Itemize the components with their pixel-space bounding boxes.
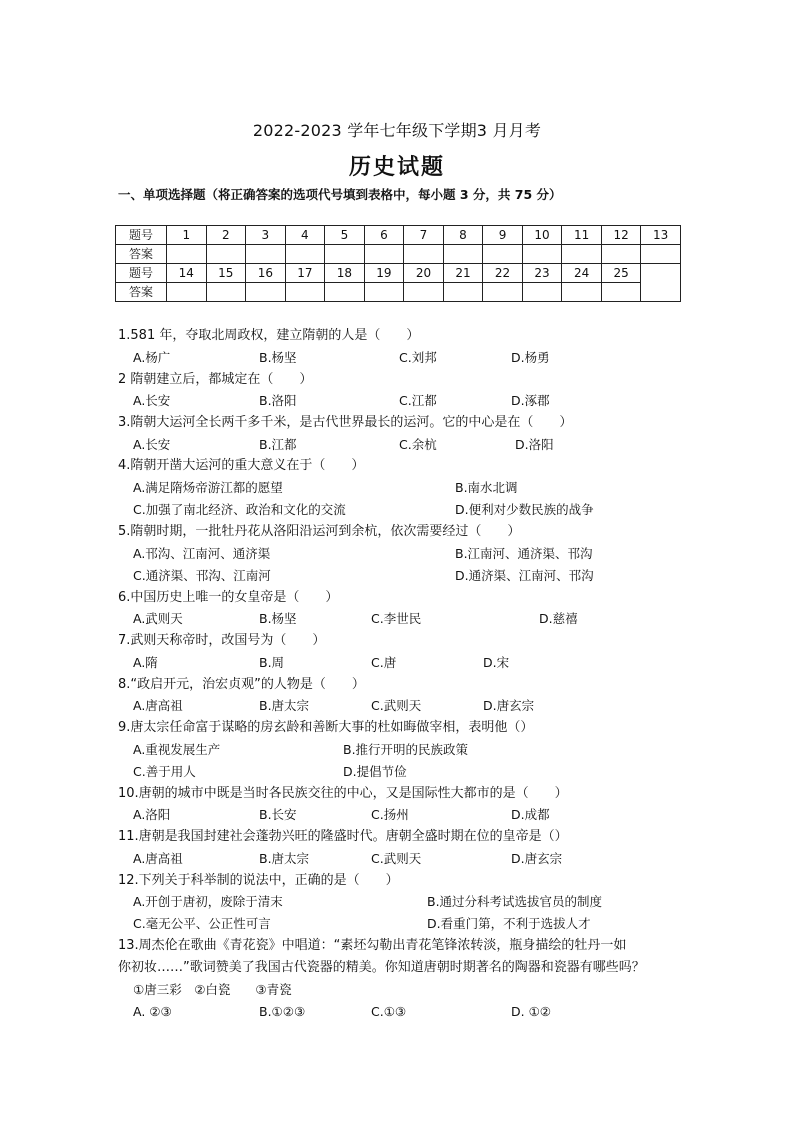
answer-cell[interactable] (285, 283, 325, 302)
question-2-option-b: B.洛阳 (259, 393, 297, 408)
question-12-option-b: B.通过分科考试选拔官员的制度 (427, 894, 603, 909)
answer-cell[interactable] (483, 283, 523, 302)
question-1-option-a: A.杨广 (133, 350, 171, 365)
table-row-answers-2 (116, 283, 681, 302)
question-11-option-d: D.唐玄宗 (511, 851, 563, 866)
question-3-option-d: D.洛阳 (515, 437, 554, 452)
exam-title: 历史试题 (348, 155, 445, 180)
question-9-option-a: A.重视发展生产 (133, 742, 221, 757)
question-10-option-a: A.洛阳 (133, 807, 171, 822)
number-cell: 23 (522, 264, 562, 283)
row-label-number: 题号 (116, 226, 167, 245)
question-4-stem: 4.隋朝开凿大运河的重大意义在于（ ） (118, 458, 365, 473)
number-cell: 6 (364, 226, 404, 245)
number-cell: 21 (443, 264, 483, 283)
question-8-option-a: A.唐高祖 (133, 698, 183, 713)
question-8-stem: 8.“政启开元，治宏贞观”的人物是（ ） (118, 677, 365, 692)
number-cell: 17 (285, 264, 325, 283)
question-4-option-c: C.加强了南北经济、政治和文化的交流 (133, 502, 346, 517)
answer-cell[interactable] (601, 245, 641, 264)
table-row-numbers-2 (116, 264, 681, 283)
row-label-answer: 答案 (116, 245, 167, 264)
question-5-option-b: B.江南河、通济渠、邗沟 (455, 546, 593, 561)
question-11-option-b: B.唐太宗 (259, 851, 310, 866)
answer-cell[interactable] (483, 245, 523, 264)
question-8-option-d: D.唐玄宗 (483, 698, 535, 713)
number-cell: 5 (325, 226, 365, 245)
answer-cell[interactable] (404, 283, 444, 302)
question-13-option-b: B.①②③ (259, 1004, 306, 1019)
question-5-option-c: C.通济渠、邗沟、江南河 (133, 568, 271, 583)
section-title: 一、单项选择题（将正确答案的选项代号填到表格中，每小题 3 分，共 75 分） (118, 187, 562, 202)
question-1-option-c: C.刘邦 (399, 350, 437, 365)
number-cell: 11 (562, 226, 602, 245)
number-cell: 12 (601, 226, 641, 245)
number-cell: 25 (601, 264, 641, 283)
question-13-option-c: C.①③ (371, 1004, 407, 1019)
answer-cell[interactable] (364, 283, 404, 302)
question-6-option-d: D.慈禧 (539, 611, 578, 626)
question-13-items: ①唐三彩 ②白瓷 ③青瓷 (133, 982, 292, 997)
question-9-option-b: B.推行开明的民族政策 (343, 742, 469, 757)
number-cell: 16 (246, 264, 286, 283)
question-4-option-a: A.满足隋炀帝游江都的愿望 (133, 480, 283, 495)
number-cell: 13 (641, 226, 681, 245)
answer-cell[interactable] (285, 245, 325, 264)
question-11-option-a: A.唐高祖 (133, 851, 183, 866)
answer-cell[interactable] (522, 283, 562, 302)
question-6-option-c: C.李世民 (371, 611, 422, 626)
question-12-stem: 12.下列关于科举制的说法中，正确的是（ ） (118, 873, 399, 888)
question-4-option-d: D.便利对少数民族的战争 (455, 502, 594, 517)
question-2-stem: 2 隋朝建立后，都城定在（ ） (118, 372, 313, 387)
answer-cell[interactable] (443, 245, 483, 264)
number-cell: 9 (483, 226, 523, 245)
number-cell: 4 (285, 226, 325, 245)
answer-cell[interactable] (562, 245, 602, 264)
question-10-option-c: C.扬州 (371, 807, 409, 822)
row-label-answer: 答案 (116, 283, 167, 302)
question-6-option-a: A.武则天 (133, 611, 183, 626)
question-2-option-d: D.涿郡 (511, 393, 550, 408)
question-3-option-b: B.江都 (259, 437, 297, 452)
exam-header-line: 2022-2023 学年七年级下学期3 月月考 (252, 121, 542, 140)
question-6-stem: 6.中国历史上唯一的女皇帝是（ ） (118, 590, 339, 605)
number-cell: 22 (483, 264, 523, 283)
question-7-stem: 7.武则天称帝时，改国号为（ ） (118, 633, 326, 648)
answer-cell[interactable] (522, 245, 562, 264)
answer-cell[interactable] (443, 283, 483, 302)
question-5-option-a: A.邗沟、江南河、通济渠 (133, 546, 271, 561)
question-9-stem: 9.唐太宗任命富于谋略的房玄龄和善断大事的杜如晦做宰相，表明他（） (118, 720, 534, 735)
question-7-option-a: A.隋 (133, 655, 158, 670)
number-cell: 20 (404, 264, 444, 283)
answer-cell[interactable] (404, 245, 444, 264)
table-row-numbers-1 (116, 226, 681, 245)
question-5-stem: 5.隋朝时期，一批牡丹花从洛阳沿运河到余杭，依次需要经过（ ） (118, 524, 521, 539)
number-cell: 8 (443, 226, 483, 245)
question-10-option-b: B.长安 (259, 807, 297, 822)
question-3-stem: 3.隋朝大运河全长两千多千米，是古代世界最长的运河。它的中心是在（ ） (118, 415, 573, 430)
number-cell: 24 (562, 264, 602, 283)
question-7-option-b: B.周 (259, 655, 285, 670)
question-1-option-b: B.杨坚 (259, 350, 297, 365)
question-1-option-d: D.杨勇 (511, 350, 550, 365)
answer-cell[interactable] (246, 245, 286, 264)
answer-cell[interactable] (206, 245, 246, 264)
question-11-option-c: C.武则天 (371, 851, 422, 866)
empty-cell (641, 264, 681, 302)
question-12-option-c: C.毫无公平、公正性可言 (133, 916, 271, 931)
question-7-option-d: D.宋 (483, 655, 510, 670)
question-13-option-a: A. ②③ (133, 1004, 172, 1019)
number-cell: 7 (404, 226, 444, 245)
question-13-option-d: D. ①② (511, 1004, 551, 1019)
answer-cell[interactable] (167, 245, 207, 264)
question-7-option-c: C.唐 (371, 655, 397, 670)
question-12-option-d: D.看重门第，不利于选拔人才 (427, 916, 591, 931)
row-label-number: 题号 (116, 264, 167, 283)
number-cell: 2 (206, 226, 246, 245)
answer-cell[interactable] (246, 283, 286, 302)
question-4-option-b: B.南水北调 (455, 480, 518, 495)
number-cell: 18 (325, 264, 365, 283)
number-cell: 3 (246, 226, 286, 245)
question-9-option-d: D.提倡节俭 (343, 764, 407, 779)
number-cell: 19 (364, 264, 404, 283)
question-11-stem: 11.唐朝是我国封建社会蓬勃兴旺的隆盛时代。唐朝全盛时期在位的皇帝是（） (118, 829, 568, 844)
answer-cell[interactable] (206, 283, 246, 302)
question-8-option-b: B.唐太宗 (259, 698, 310, 713)
table-row-answers-1 (116, 245, 681, 264)
question-5-option-d: D.通济渠、江南河、邗沟 (455, 568, 594, 583)
question-13-stem: 13.周杰伦在歌曲《青花瓷》中唱道：“素坯勾勒出青花笔锋浓转淡，瓶身描绘的牡丹一如 (118, 938, 627, 953)
number-cell: 1 (167, 226, 207, 245)
question-8-option-c: C.武则天 (371, 698, 422, 713)
question-2-option-a: A.长安 (133, 393, 171, 408)
question-12-option-a: A.开创于唐初，废除于清末 (133, 894, 283, 909)
question-3-option-c: C.余杭 (399, 437, 437, 452)
answer-cell[interactable] (325, 245, 365, 264)
question-13-stem-continued: 你初妆……”歌词赞美了我国古代瓷器的精美。你知道唐朝时期著名的陶器和瓷器有哪些吗？ (118, 960, 645, 975)
number-cell: 14 (167, 264, 207, 283)
question-2-option-c: C.江都 (399, 393, 437, 408)
answer-cell[interactable] (167, 283, 207, 302)
answer-cell[interactable] (325, 283, 365, 302)
number-cell: 10 (522, 226, 562, 245)
question-6-option-b: B.杨坚 (259, 611, 297, 626)
answer-cell[interactable] (562, 283, 602, 302)
question-1-stem: 1.581 年，夺取北周政权，建立隋朝的人是（ ） (118, 328, 420, 343)
question-9-option-c: C.善于用人 (133, 764, 196, 779)
answer-cell[interactable] (641, 245, 681, 264)
answer-cell[interactable] (601, 283, 641, 302)
question-3-option-a: A.长安 (133, 437, 171, 452)
question-10-option-d: D.成都 (511, 807, 550, 822)
answer-table (115, 225, 681, 302)
question-10-stem: 10.唐朝的城市中既是当时各民族交往的中心，又是国际性大都市的是（ ） (118, 786, 568, 801)
answer-cell[interactable] (364, 245, 404, 264)
number-cell: 15 (206, 264, 246, 283)
